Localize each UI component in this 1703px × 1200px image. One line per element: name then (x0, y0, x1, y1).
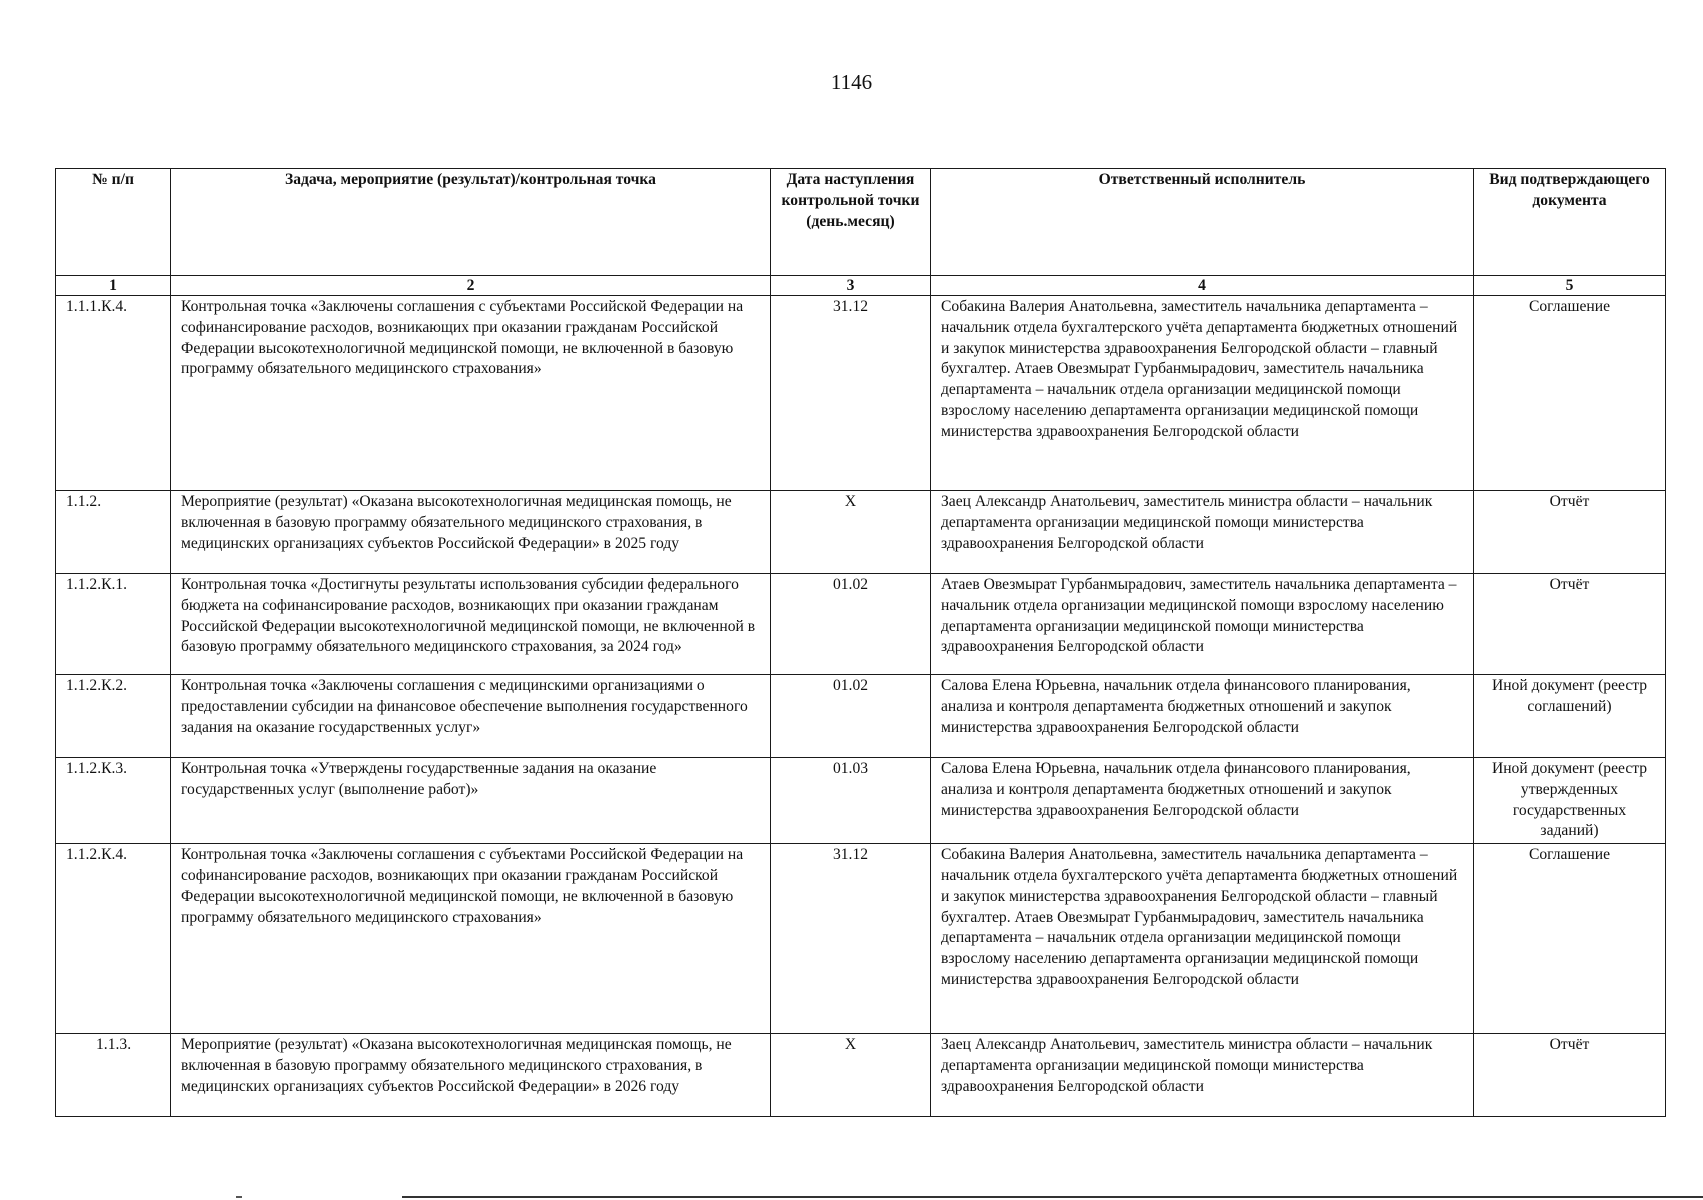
row-document: Иной документ (реестр утвержденных государственных заданий) (1474, 758, 1666, 844)
row-task: Контрольная точка «Заключены соглашения с медицинскими организациями о предоставлении субсидии на финансовое обеспечение выполнения государственного задания на оказание государственных услуг» (171, 675, 771, 758)
row-date: 01.03 (771, 758, 931, 844)
header-number: № п/п (56, 169, 171, 276)
header-task: Задача, мероприятие (результат)/контрольная точка (171, 169, 771, 276)
row-document: Отчёт (1474, 491, 1666, 574)
table-header-row (56, 169, 1666, 276)
row-responsible: Атаев Овезмырат Гурбанмырадович, заместитель начальника департамента – начальник отдела организации медицинской помощи взрослому населению департамента организации медицинской помощи министерства здравоохранения Белгородской области (931, 574, 1474, 675)
column-number: 3 (771, 276, 931, 296)
row-number: 1.1.2.К.2. (56, 675, 171, 758)
row-date: Х (771, 1034, 931, 1117)
row-date: 01.02 (771, 675, 931, 758)
row-number: 1.1.2.К.4. (56, 844, 171, 1034)
page-number: 1146 (830, 70, 873, 94)
row-task: Мероприятие (результат) «Оказана высокотехнологичная медицинская помощь, не включенная в базовую программу обязательного медицинского страхования, в медицинских организациях субъектов Российской Федерации» в 2025 году (171, 491, 771, 574)
row-number: 1.1.1.К.4. (56, 296, 171, 491)
row-responsible: Заец Александр Анатольевич, заместитель министра области – начальник департамента организации медицинской помощи министерства здравоохранения Белгородской области (931, 491, 1474, 574)
table-row (56, 844, 1666, 1034)
table-row (56, 758, 1666, 844)
row-number: 1.1.2.К.3. (56, 758, 171, 844)
row-task: Мероприятие (результат) «Оказана высокотехнологичная медицинская помощь, не включенная в базовую программу обязательного медицинского страхования, в медицинских организациях субъектов Российской Федерации» в 2026 году (171, 1034, 771, 1117)
row-task: Контрольная точка «Заключены соглашения с субъектами Российской Федерации на софинансирование расходов, возникающих при оказании гражданам Российской Федерации высокотехнологичной медицинской помощи, не включенной в базовую программу обязательного медицинского страхования» (171, 844, 771, 1034)
row-responsible: Собакина Валерия Анатольевна, заместитель начальника департамента – начальник отдела бухгалтерского учёта департамента бюджетных отношений и закупок министерства здравоохранения Белгородской области – главный бухгалтер. Атаев Овезмырат Гурбанмырадович, заместитель начальника департамента – начальник отдела организации медицинской помощи взрослому населению департамента организации медицинской помощи министерства здравоохранения Белгородской области (931, 844, 1474, 1034)
row-date: 31.12 (771, 844, 931, 1034)
column-number: 1 (56, 276, 171, 296)
row-date: Х (771, 491, 931, 574)
table-row (56, 296, 1666, 491)
row-responsible: Салова Елена Юрьевна, начальник отдела финансового планирования, анализа и контроля департамента бюджетных отношений и закупок министерства здравоохранения Белгородской области (931, 675, 1474, 758)
control-points-table (55, 168, 1666, 1117)
row-document: Соглашение (1474, 844, 1666, 1034)
column-number: 5 (1474, 276, 1666, 296)
header-date: Дата наступления контрольной точки (день.месяц) (771, 169, 931, 276)
row-number: 1.1.3. (56, 1034, 171, 1117)
row-responsible: Собакина Валерия Анатольевна, заместитель начальника департамента – начальник отдела бухгалтерского учёта департамента бюджетных отношений и закупок министерства здравоохранения Белгородской области – главный бухгалтер. Атаев Овезмырат Гурбанмырадович, заместитель начальника департамента – начальник отдела организации медицинской помощи взрослому населению департамента организации медицинской помощи министерства здравоохранения Белгородской области (931, 296, 1474, 491)
scan-artifact-line (402, 1196, 1703, 1198)
column-number: 2 (171, 276, 771, 296)
row-date: 01.02 (771, 574, 931, 675)
table-row (56, 574, 1666, 675)
row-responsible: Заец Александр Анатольевич, заместитель министра области – начальник департамента организации медицинской помощи министерства здравоохранения Белгородской области (931, 1034, 1474, 1117)
row-document: Отчёт (1474, 1034, 1666, 1117)
row-document: Отчёт (1474, 574, 1666, 675)
row-number: 1.1.2. (56, 491, 171, 574)
header-document: Вид подтверждающего документа (1474, 169, 1666, 276)
row-number: 1.1.2.К.1. (56, 574, 171, 675)
scan-artifact-dot (236, 1196, 242, 1198)
row-document: Иной документ (реестр соглашений) (1474, 675, 1666, 758)
table-row (56, 1034, 1666, 1117)
table-row (56, 675, 1666, 758)
row-task: Контрольная точка «Достигнуты результаты использования субсидии федерального бюджета на софинансирование расходов, возникающих при оказании гражданам Российской Федерации высокотехнологичной медицинской помощи, не включенной в базовую программу обязательного медицинского страхования, за 2024 год» (171, 574, 771, 675)
table-row (56, 491, 1666, 574)
row-responsible: Салова Елена Юрьевна, начальник отдела финансового планирования, анализа и контроля департамента бюджетных отношений и закупок министерства здравоохранения Белгородской области (931, 758, 1474, 844)
row-date: 31.12 (771, 296, 931, 491)
row-document: Соглашение (1474, 296, 1666, 491)
header-responsible: Ответственный исполнитель (931, 169, 1474, 276)
column-number: 4 (931, 276, 1474, 296)
row-task: Контрольная точка «Заключены соглашения с субъектами Российской Федерации на софинансирование расходов, возникающих при оказании гражданам Российской Федерации высокотехнологичной медицинской помощи, не включенной в базовую программу обязательного медицинского страхования» (171, 296, 771, 491)
row-task: Контрольная точка «Утверждены государственные задания на оказание государственных услуг (выполнение работ)» (171, 758, 771, 844)
column-numbers-row (56, 276, 1666, 296)
